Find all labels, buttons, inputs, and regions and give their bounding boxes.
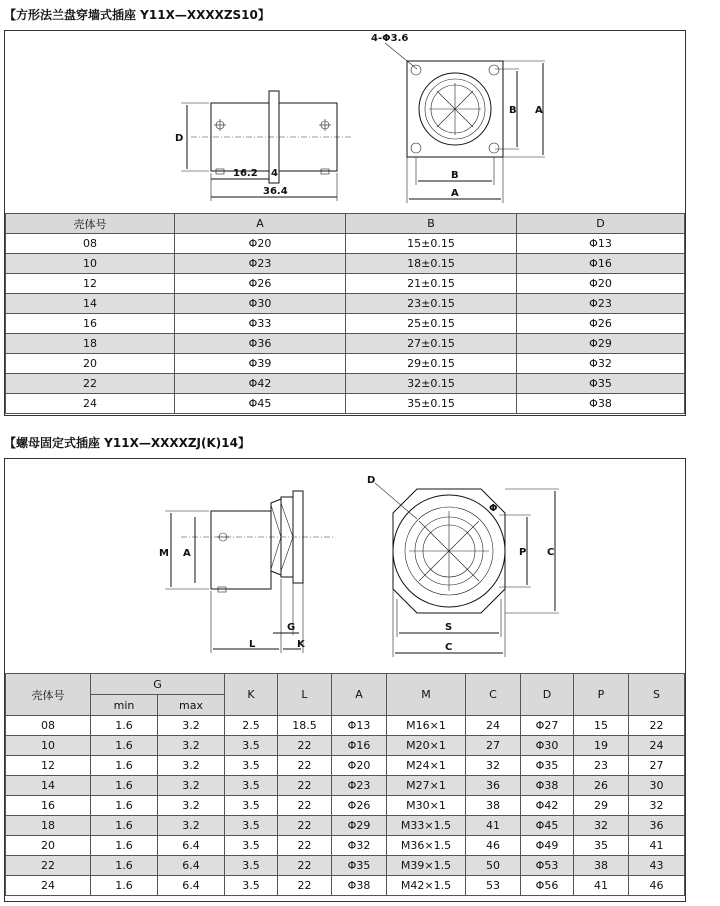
table-cell: 22 bbox=[278, 836, 332, 856]
table-cell: 36 bbox=[629, 816, 685, 836]
table-cell: M24×1 bbox=[387, 756, 466, 776]
table-cell: 46 bbox=[466, 836, 521, 856]
table-cell: Φ35 bbox=[521, 756, 574, 776]
table-cell: 3.5 bbox=[225, 736, 278, 756]
table-header: D bbox=[517, 214, 685, 234]
table-cell: 23 bbox=[574, 756, 629, 776]
nut-spec-table bbox=[5, 673, 685, 896]
table-cell: 3.5 bbox=[225, 796, 278, 816]
table-cell: 15 bbox=[574, 716, 629, 736]
table-cell: 3.5 bbox=[225, 776, 278, 796]
p-label: P bbox=[519, 547, 527, 558]
table-header: G bbox=[91, 674, 225, 695]
table-cell: Φ13 bbox=[517, 234, 685, 254]
table-cell: 3.2 bbox=[158, 756, 225, 776]
table-cell: Φ26 bbox=[517, 314, 685, 334]
table-cell: Φ26 bbox=[175, 274, 346, 294]
table-cell: M20×1 bbox=[387, 736, 466, 756]
table-cell: Φ39 bbox=[175, 354, 346, 374]
flange-side-view bbox=[175, 91, 351, 201]
table-cell: 22 bbox=[6, 374, 175, 394]
table-cell: Φ27 bbox=[521, 716, 574, 736]
table-cell: Φ20 bbox=[332, 756, 387, 776]
table-cell: 29 bbox=[574, 796, 629, 816]
table-cell: 32±0.15 bbox=[346, 374, 517, 394]
table-subheader: min bbox=[91, 695, 158, 716]
table-cell: Φ16 bbox=[517, 254, 685, 274]
table-cell: 16 bbox=[6, 314, 175, 334]
table-cell: 41 bbox=[574, 876, 629, 896]
table-cell: 6.4 bbox=[158, 856, 225, 876]
table-cell: 1.6 bbox=[91, 756, 158, 776]
table-cell: 1.6 bbox=[91, 776, 158, 796]
table-cell: 20 bbox=[6, 836, 91, 856]
table-cell: 3.2 bbox=[158, 796, 225, 816]
table-cell: M33×1.5 bbox=[387, 816, 466, 836]
section2-frame bbox=[4, 458, 686, 902]
front-a-side-label: A bbox=[535, 105, 543, 116]
table-cell: Φ42 bbox=[521, 796, 574, 816]
table-cell: 19 bbox=[574, 736, 629, 756]
table-cell: 41 bbox=[629, 836, 685, 856]
table-cell: 08 bbox=[6, 234, 175, 254]
table-cell: Φ33 bbox=[175, 314, 346, 334]
m-label: M bbox=[159, 548, 169, 559]
table-cell: 3.2 bbox=[158, 736, 225, 756]
table-cell: 27±0.15 bbox=[346, 334, 517, 354]
table-cell: 20 bbox=[6, 354, 175, 374]
table-cell: 50 bbox=[466, 856, 521, 876]
table-cell: 24 bbox=[466, 716, 521, 736]
table-cell: 22 bbox=[278, 756, 332, 776]
table-header: A bbox=[332, 674, 387, 716]
len-36-4-label: 36.4 bbox=[263, 186, 288, 197]
table-cell: 24 bbox=[629, 736, 685, 756]
table-cell: Φ16 bbox=[332, 736, 387, 756]
g-label: G bbox=[287, 622, 296, 633]
table-cell: Φ23 bbox=[517, 294, 685, 314]
table-cell: 3.5 bbox=[225, 876, 278, 896]
side-d-label: D bbox=[175, 133, 184, 144]
table-cell: Φ29 bbox=[517, 334, 685, 354]
nut-side-view bbox=[159, 491, 335, 653]
table-cell: 38 bbox=[466, 796, 521, 816]
table-cell: 12 bbox=[6, 274, 175, 294]
table-cell: 22 bbox=[278, 816, 332, 836]
flange-front-view bbox=[371, 33, 545, 203]
table-cell: Φ38 bbox=[332, 876, 387, 896]
table-cell: M27×1 bbox=[387, 776, 466, 796]
table-header: K bbox=[225, 674, 278, 716]
table-cell: 6.4 bbox=[158, 876, 225, 896]
table-cell: 3.5 bbox=[225, 836, 278, 856]
table-subheader: max bbox=[158, 695, 225, 716]
table-cell: M36×1.5 bbox=[387, 836, 466, 856]
table-cell: 1.6 bbox=[91, 836, 158, 856]
table-cell: Φ20 bbox=[517, 274, 685, 294]
table-cell: 35±0.15 bbox=[346, 394, 517, 414]
table-cell: Φ45 bbox=[521, 816, 574, 836]
phi-label: Φ bbox=[489, 503, 498, 514]
table-cell: 10 bbox=[6, 254, 175, 274]
table-header: 壳体号 bbox=[6, 674, 91, 716]
table-cell: 18 bbox=[6, 816, 91, 836]
table-cell: 22 bbox=[278, 856, 332, 876]
flange-drawing bbox=[5, 31, 685, 213]
table-cell: M16×1 bbox=[387, 716, 466, 736]
table-cell: 1.6 bbox=[91, 796, 158, 816]
table-cell: 53 bbox=[466, 876, 521, 896]
table-cell: 15±0.15 bbox=[346, 234, 517, 254]
table-cell: 1.6 bbox=[91, 816, 158, 836]
table-cell: Φ23 bbox=[332, 776, 387, 796]
table-cell: 1.6 bbox=[91, 716, 158, 736]
table-cell: Φ20 bbox=[175, 234, 346, 254]
c-bottom-label: C bbox=[445, 642, 453, 653]
table-cell: 3.2 bbox=[158, 716, 225, 736]
len-16-2-label: 16.2 bbox=[233, 168, 258, 179]
section2-title: 【螺母固定式插座 Y11X—XXXXZJ(K)14】 bbox=[4, 436, 250, 450]
table-cell: 1.6 bbox=[91, 736, 158, 756]
table-cell: 41 bbox=[466, 816, 521, 836]
table-header: A bbox=[175, 214, 346, 234]
table-cell: 25±0.15 bbox=[346, 314, 517, 334]
table-cell: Φ35 bbox=[517, 374, 685, 394]
table-cell: Φ32 bbox=[332, 836, 387, 856]
table-cell: 16 bbox=[6, 796, 91, 816]
nut-front-view bbox=[367, 475, 559, 657]
nut-drawing bbox=[5, 459, 685, 673]
table-cell: Φ53 bbox=[521, 856, 574, 876]
table-cell: Φ13 bbox=[332, 716, 387, 736]
table-cell: 26 bbox=[574, 776, 629, 796]
table-cell: 32 bbox=[574, 816, 629, 836]
table-cell: 3.2 bbox=[158, 776, 225, 796]
table-header: P bbox=[574, 674, 629, 716]
table-header: D bbox=[521, 674, 574, 716]
flange-spec-table bbox=[5, 213, 685, 414]
table-cell: 22 bbox=[6, 856, 91, 876]
table-cell: Φ32 bbox=[517, 354, 685, 374]
front-b-bottom-label: B bbox=[451, 170, 459, 181]
table-cell: 6.4 bbox=[158, 836, 225, 856]
table-cell: 36 bbox=[466, 776, 521, 796]
table-cell: 46 bbox=[629, 876, 685, 896]
table-cell: Φ45 bbox=[175, 394, 346, 414]
table-header: S bbox=[629, 674, 685, 716]
table-cell: 27 bbox=[466, 736, 521, 756]
table-cell: Φ29 bbox=[332, 816, 387, 836]
table-cell: 43 bbox=[629, 856, 685, 876]
table-cell: Φ36 bbox=[175, 334, 346, 354]
table-cell: 30 bbox=[629, 776, 685, 796]
table-cell: Φ23 bbox=[175, 254, 346, 274]
table-cell: 22 bbox=[278, 796, 332, 816]
table-cell: Φ35 bbox=[332, 856, 387, 876]
table-cell: 24 bbox=[6, 394, 175, 414]
table-cell: 18.5 bbox=[278, 716, 332, 736]
table-cell: Φ38 bbox=[521, 776, 574, 796]
table-cell: 3.5 bbox=[225, 816, 278, 836]
table-cell: 24 bbox=[6, 876, 91, 896]
s-label: S bbox=[445, 622, 453, 633]
table-cell: 14 bbox=[6, 294, 175, 314]
table-cell: 3.5 bbox=[225, 856, 278, 876]
section1-title: 【方形法兰盘穿墙式插座 Y11X—XXXXZS10】 bbox=[4, 8, 270, 22]
table-cell: 1.6 bbox=[91, 856, 158, 876]
table-cell: 12 bbox=[6, 756, 91, 776]
table-cell: 22 bbox=[629, 716, 685, 736]
table-cell: Φ26 bbox=[332, 796, 387, 816]
table-cell: 38 bbox=[574, 856, 629, 876]
d-label: D bbox=[367, 475, 376, 486]
c-side-label: C bbox=[547, 547, 555, 558]
table-header: 壳体号 bbox=[6, 214, 175, 234]
table-cell: Φ56 bbox=[521, 876, 574, 896]
table-cell: 23±0.15 bbox=[346, 294, 517, 314]
table-cell: 1.6 bbox=[91, 876, 158, 896]
table-cell: 14 bbox=[6, 776, 91, 796]
front-b-side-label: B bbox=[509, 105, 517, 116]
front-a-bottom-label: A bbox=[451, 188, 459, 199]
table-cell: Φ30 bbox=[175, 294, 346, 314]
table-cell: 32 bbox=[466, 756, 521, 776]
table-cell: 22 bbox=[278, 876, 332, 896]
table-cell: Φ38 bbox=[517, 394, 685, 414]
table-cell: Φ30 bbox=[521, 736, 574, 756]
l-label: L bbox=[249, 639, 256, 650]
section1-frame bbox=[4, 30, 686, 416]
table-cell: 22 bbox=[278, 736, 332, 756]
table-cell: M30×1 bbox=[387, 796, 466, 816]
table-cell: 2.5 bbox=[225, 716, 278, 736]
table-cell: 21±0.15 bbox=[346, 274, 517, 294]
hole-label: 4-Φ3.6 bbox=[371, 33, 409, 44]
table-cell: 18 bbox=[6, 334, 175, 354]
table-cell: 32 bbox=[629, 796, 685, 816]
table-cell: 10 bbox=[6, 736, 91, 756]
a-label: A bbox=[183, 548, 191, 559]
table-cell: 3.5 bbox=[225, 756, 278, 776]
k-label: K bbox=[297, 639, 305, 650]
table-cell: 3.2 bbox=[158, 816, 225, 836]
table-cell: M39×1.5 bbox=[387, 856, 466, 876]
len-4-label: 4 bbox=[271, 168, 278, 179]
table-cell: 08 bbox=[6, 716, 91, 736]
table-header: L bbox=[278, 674, 332, 716]
table-cell: 35 bbox=[574, 836, 629, 856]
table-header: C bbox=[466, 674, 521, 716]
table-cell: 22 bbox=[278, 776, 332, 796]
table-cell: 27 bbox=[629, 756, 685, 776]
table-cell: 18±0.15 bbox=[346, 254, 517, 274]
table-cell: M42×1.5 bbox=[387, 876, 466, 896]
table-cell: 29±0.15 bbox=[346, 354, 517, 374]
table-header: B bbox=[346, 214, 517, 234]
table-cell: Φ42 bbox=[175, 374, 346, 394]
table-header: M bbox=[387, 674, 466, 716]
table-cell: Φ49 bbox=[521, 836, 574, 856]
